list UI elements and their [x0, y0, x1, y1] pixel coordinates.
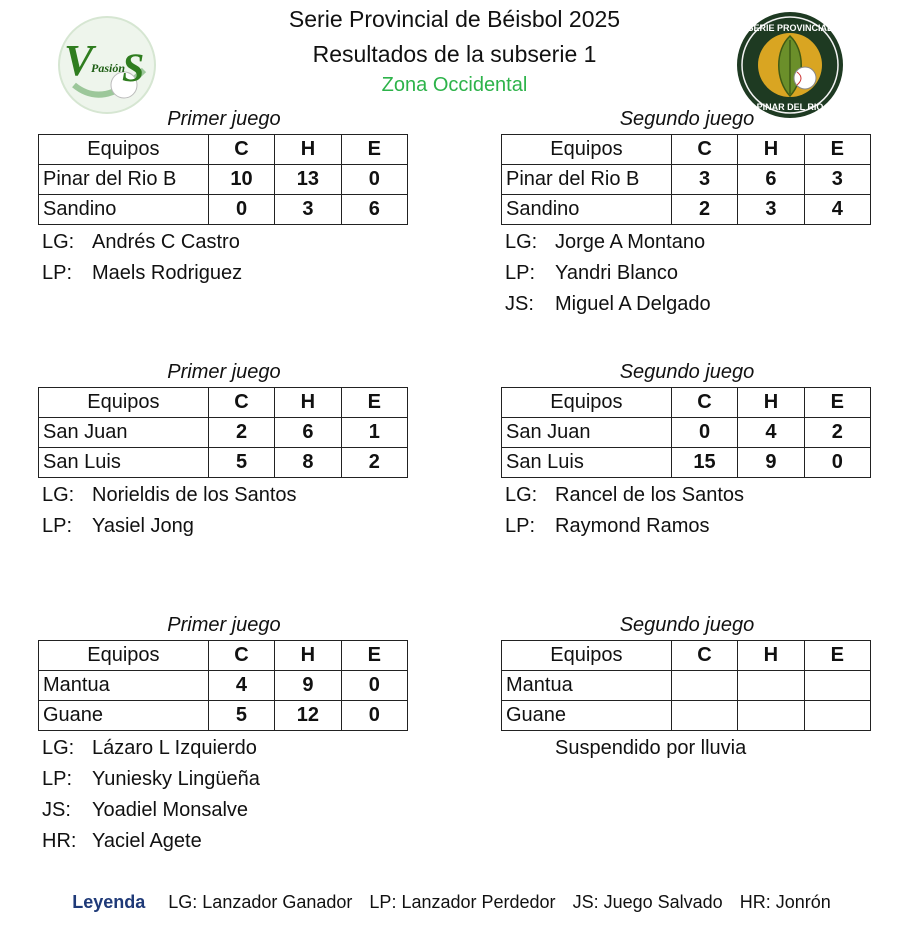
game-title: Primer juego: [167, 361, 281, 383]
hits-cell: 12: [275, 701, 341, 731]
game-note: Suspendido por lluvia: [555, 737, 747, 759]
pitcher-list: [38, 480, 410, 542]
svg-text:S: S: [122, 45, 145, 90]
pitcher-name: Andrés C Castro: [92, 231, 240, 253]
column-header-team: Equipos: [502, 641, 672, 671]
column-header-h: H: [738, 641, 804, 671]
list-item: [38, 764, 410, 795]
svg-text:PINAR DEL RIO: PINAR DEL RIO: [756, 102, 824, 112]
pitcher-list: [501, 227, 873, 320]
errors-cell: 3: [804, 165, 870, 195]
pitcher-role: HR:: [42, 830, 77, 852]
runs-cell: 3: [671, 165, 737, 195]
errors-cell: 4: [804, 195, 870, 225]
team-name: Pinar del Rio B: [39, 165, 209, 195]
column-header-e: E: [341, 388, 407, 418]
table-row: [39, 671, 408, 701]
pitcher-role: JS:: [505, 293, 534, 315]
runs-cell: 2: [671, 195, 737, 225]
column-header-c: C: [208, 388, 274, 418]
hits-cell: [738, 701, 804, 731]
column-header-h: H: [275, 641, 341, 671]
legend-item: HR: Jonrón: [739, 892, 831, 912]
pitcher-name: Miguel A Delgado: [555, 293, 711, 315]
runs-cell: 0: [671, 418, 737, 448]
team-name: San Luis: [502, 448, 672, 478]
column-header-e: E: [804, 388, 870, 418]
game-title: Segundo juego: [619, 614, 755, 636]
table-row: [502, 418, 871, 448]
hits-cell: 6: [738, 165, 804, 195]
column-header-c: C: [208, 135, 274, 165]
table-row: [39, 701, 408, 731]
page-title: Serie Provincial de Béisbol 2025: [288, 6, 621, 32]
column-header-c: C: [208, 641, 274, 671]
pitcher-name: Raymond Ramos: [555, 515, 710, 537]
legend-item: JS: Juego Salvado: [572, 892, 723, 912]
table-row: [39, 448, 408, 478]
pitcher-name: Yoadiel Monsalve: [92, 799, 249, 821]
column-header-c: C: [671, 135, 737, 165]
runs-cell: 0: [208, 195, 274, 225]
column-header-team: Equipos: [39, 641, 209, 671]
score-table: [501, 387, 871, 478]
pitcher-name: Yuniesky Lingüeña: [92, 768, 260, 790]
vs-pasion-logo: [54, 15, 160, 115]
pitcher-role: LG:: [505, 231, 538, 253]
list-item: [501, 511, 873, 542]
pitcher-name: Norieldis de los Santos: [92, 484, 297, 506]
pitcher-name: Maels Rodriguez: [92, 262, 243, 284]
team-name: San Juan: [502, 418, 672, 448]
score-table: [501, 640, 871, 731]
hits-cell: 9: [738, 448, 804, 478]
score-header-row: [39, 388, 408, 418]
list-item: [38, 511, 410, 542]
list-item: [501, 227, 873, 258]
team-name: Guane: [502, 701, 672, 731]
runs-cell: 5: [208, 448, 274, 478]
score-header-row: [502, 388, 871, 418]
runs-cell: 2: [208, 418, 274, 448]
runs-cell: [671, 671, 737, 701]
column-header-c: C: [671, 388, 737, 418]
pitcher-role: LG:: [505, 484, 538, 506]
table-row: [502, 701, 871, 731]
runs-cell: 5: [208, 701, 274, 731]
table-row: [502, 448, 871, 478]
hits-cell: 13: [275, 165, 341, 195]
pitcher-role: LG:: [42, 484, 75, 506]
hits-cell: 9: [275, 671, 341, 701]
game-block: [38, 610, 410, 857]
errors-cell: 2: [804, 418, 870, 448]
pitcher-role: LP:: [42, 515, 73, 537]
team-name: San Luis: [39, 448, 209, 478]
pitcher-list: [38, 227, 410, 289]
list-item: [38, 480, 410, 511]
game-title: Segundo juego: [619, 108, 755, 130]
list-item: [38, 227, 410, 258]
page-subtitle: Resultados de la subserie 1: [312, 41, 597, 67]
pitcher-list: [38, 733, 410, 857]
game-title: Segundo juego: [619, 361, 755, 383]
pitcher-list: [501, 733, 873, 764]
team-name: San Juan: [39, 418, 209, 448]
pitcher-name: Yandri Blanco: [555, 262, 679, 284]
zone-label: Zona Occidental: [381, 74, 528, 96]
pitcher-list: [501, 480, 873, 542]
score-header-row: [502, 135, 871, 165]
score-header-row: [39, 135, 408, 165]
legend-item: LP: Lanzador Perdedor: [369, 892, 556, 912]
column-header-c: C: [671, 641, 737, 671]
pitcher-name: Lázaro L Izquierdo: [92, 737, 257, 759]
pitcher-name: Jorge A Montano: [555, 231, 706, 253]
errors-cell: 0: [341, 701, 407, 731]
table-row: [502, 165, 871, 195]
runs-cell: 10: [208, 165, 274, 195]
table-row: [39, 418, 408, 448]
game-title: Primer juego: [167, 614, 281, 636]
table-row: [39, 165, 408, 195]
legend: [0, 892, 909, 913]
team-name: Mantua: [39, 671, 209, 701]
list-item: [501, 258, 873, 289]
pitcher-role: JS:: [42, 799, 71, 821]
column-header-team: Equipos: [502, 135, 672, 165]
game-block: [38, 104, 410, 289]
table-row: [502, 671, 871, 701]
column-header-e: E: [341, 641, 407, 671]
game-block: [501, 357, 873, 542]
left-logo-text: Pasión: [91, 61, 126, 75]
score-table: [38, 640, 408, 731]
legend-item: LG: Lanzador Ganador: [168, 892, 353, 912]
hits-cell: 4: [738, 418, 804, 448]
score-header-row: [39, 641, 408, 671]
pitcher-role: LP:: [42, 262, 73, 284]
pitcher-name: Rancel de los Santos: [555, 484, 745, 506]
errors-cell: 0: [804, 448, 870, 478]
svg-text:SERIE PROVINCIAL: SERIE PROVINCIAL: [747, 23, 833, 33]
score-table: [501, 134, 871, 225]
column-header-e: E: [804, 135, 870, 165]
game-block: [501, 610, 873, 764]
pitcher-name: Yaciel Agete: [92, 830, 202, 852]
pitcher-role: LP:: [505, 262, 536, 284]
pitcher-role: LG:: [42, 737, 75, 759]
runs-cell: 15: [671, 448, 737, 478]
column-header-h: H: [738, 135, 804, 165]
column-header-h: H: [275, 135, 341, 165]
team-name: Guane: [39, 701, 209, 731]
game-block: [38, 357, 410, 542]
errors-cell: 0: [341, 165, 407, 195]
table-row: [502, 195, 871, 225]
pitcher-role: LP:: [42, 768, 73, 790]
errors-cell: 6: [341, 195, 407, 225]
score-table: [38, 387, 408, 478]
hits-cell: 6: [275, 418, 341, 448]
errors-cell: [804, 701, 870, 731]
game-block: [501, 104, 873, 320]
column-header-e: E: [341, 135, 407, 165]
list-item: [38, 258, 410, 289]
list-item: [501, 480, 873, 511]
list-item: [501, 289, 873, 320]
pitcher-role: LP:: [505, 515, 536, 537]
hits-cell: 3: [738, 195, 804, 225]
column-header-team: Equipos: [39, 135, 209, 165]
column-header-h: H: [738, 388, 804, 418]
table-row: [39, 195, 408, 225]
runs-cell: [671, 701, 737, 731]
hits-cell: 8: [275, 448, 341, 478]
errors-cell: 1: [341, 418, 407, 448]
errors-cell: 2: [341, 448, 407, 478]
team-name: Mantua: [502, 671, 672, 701]
team-name: Sandino: [502, 195, 672, 225]
errors-cell: 0: [341, 671, 407, 701]
list-item: [38, 795, 410, 826]
legend-title: Leyenda: [72, 892, 146, 912]
pitcher-role: LG:: [42, 231, 75, 253]
game-title: Primer juego: [167, 108, 281, 130]
score-header-row: [502, 641, 871, 671]
team-name: Pinar del Rio B: [502, 165, 672, 195]
runs-cell: 4: [208, 671, 274, 701]
list-item: [38, 733, 410, 764]
column-header-team: Equipos: [502, 388, 672, 418]
hits-cell: 3: [275, 195, 341, 225]
column-header-e: E: [804, 641, 870, 671]
list-item: [38, 826, 410, 857]
errors-cell: [804, 671, 870, 701]
hits-cell: [738, 671, 804, 701]
column-header-h: H: [275, 388, 341, 418]
pitcher-name: Yasiel Jong: [92, 515, 194, 537]
svg-text:V: V: [64, 36, 94, 85]
team-name: Sandino: [39, 195, 209, 225]
score-table: [38, 134, 408, 225]
column-header-team: Equipos: [39, 388, 209, 418]
